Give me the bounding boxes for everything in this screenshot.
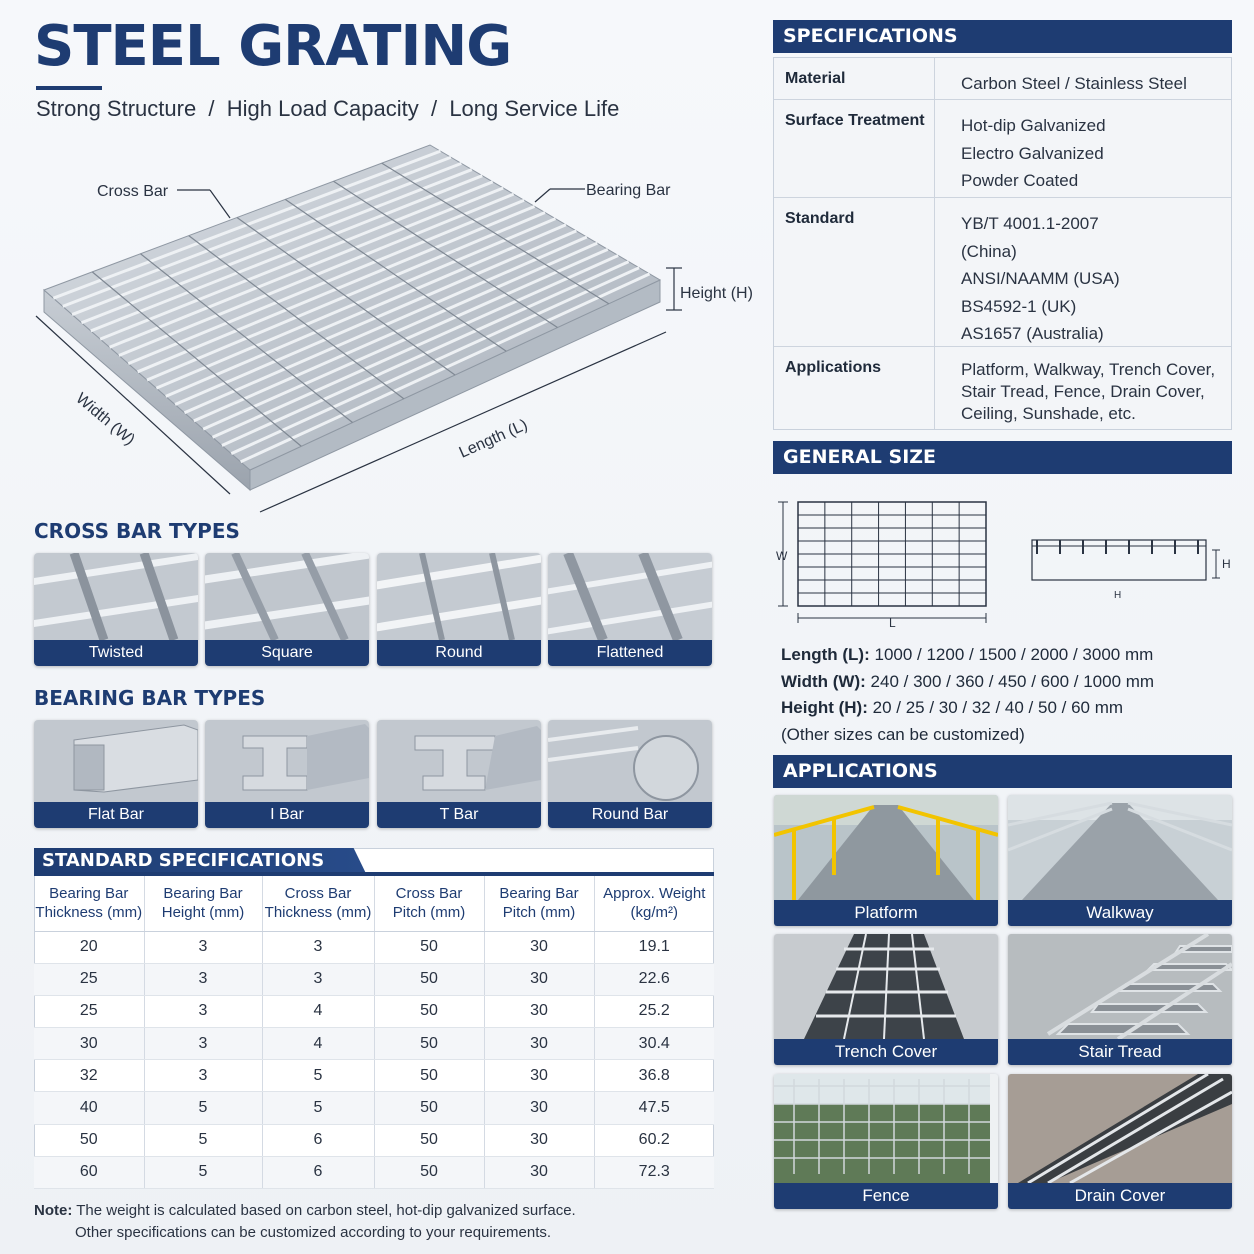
cross-bar-label: Round [377, 640, 541, 666]
cross-bar-round [377, 553, 541, 666]
cross-bar-label: Twisted [34, 640, 198, 666]
table-cell: 19.1 [594, 931, 714, 963]
callout-bearing-bar: Bearing Bar [586, 182, 671, 199]
table-cell: 30 [484, 1124, 594, 1156]
cross-bar-label: Flattened [548, 640, 712, 666]
table-cell: 3 [262, 963, 374, 995]
cross-bar-twisted [34, 553, 198, 666]
table-cell: 30 [484, 1156, 594, 1188]
size-custom-note: (Other sizes can be customized) [781, 724, 1025, 744]
table-cell: 60.2 [594, 1124, 714, 1156]
bearing-bar-flat [34, 720, 198, 828]
diagram-w-label: W [776, 549, 788, 563]
note-label: Note: [34, 1202, 73, 1219]
table-cell: 3 [144, 963, 262, 995]
table-cell: 25 [34, 995, 144, 1027]
walkway-photo [1008, 795, 1232, 900]
fence-photo [774, 1074, 998, 1183]
col-header: Bearing Bar Height (mm) [144, 876, 262, 931]
bearing-bar-label: Round Bar [548, 802, 712, 828]
app-label: Trench Cover [774, 1039, 998, 1065]
applications-banner: APPLICATIONS [773, 755, 1232, 788]
size-list [781, 642, 1154, 748]
table-cell: 30 [484, 995, 594, 1027]
size-width: Width (W): 240 / 300 / 360 / 450 / 600 / 1000 mm [781, 671, 1155, 691]
cross-bar-types-heading: CROSS BAR TYPES [34, 519, 240, 543]
spec-value: Hot-dip Galvanized Electro Galvanized Powder Coated [961, 116, 1106, 190]
callout-height: Height (H) [680, 285, 753, 302]
table-cell: 50 [374, 995, 484, 1027]
specifications-banner: SPECIFICATIONS [773, 20, 1232, 53]
spec-row-applications [774, 347, 1231, 430]
table-cell: 30 [484, 963, 594, 995]
col-header: Bearing Bar Pitch (mm) [484, 876, 594, 931]
spec-row-standard [774, 198, 1231, 347]
app-drain-cover [1008, 1074, 1232, 1209]
bearing-bar-t [377, 720, 541, 828]
table-cell: 47.5 [594, 1092, 714, 1124]
table-row [34, 1156, 714, 1188]
table-cell: 36.8 [594, 1060, 714, 1092]
table-cell: 20 [34, 931, 144, 963]
table-cell: 22.6 [594, 963, 714, 995]
app-trench-cover [774, 934, 998, 1065]
table-row [34, 1028, 714, 1060]
trench-cover-photo [774, 934, 998, 1039]
note-line-1: The weight is calculated based on carbon steel, hot-dip galvanized surface. [76, 1202, 576, 1219]
table-cell: 50 [374, 1124, 484, 1156]
spec-value: YB/T 4001.1-2007 (China) ANSI/NAAMM (USA) BS4592-1 (UK) AS1657 (Australia) [961, 214, 1120, 343]
table-row [34, 1060, 714, 1092]
app-label: Stair Tread [1008, 1039, 1232, 1065]
table-cell: 30.4 [594, 1028, 714, 1060]
table-cell: 25 [34, 963, 144, 995]
table-row [34, 1092, 714, 1124]
table-cell: 50 [374, 963, 484, 995]
app-walkway [1008, 795, 1232, 926]
diagram-h-label-lower: H [1114, 590, 1122, 601]
i-bar-image [205, 720, 369, 802]
t-bar-image [377, 720, 541, 802]
table-cell: 30 [484, 1092, 594, 1124]
standard-specs-table [34, 876, 714, 1189]
table-cell: 60 [34, 1156, 144, 1188]
round-bar-image [377, 553, 541, 640]
table-cell: 50 [374, 931, 484, 963]
bearing-bar-round [548, 720, 712, 828]
table-cell: 50 [34, 1124, 144, 1156]
note [34, 1200, 576, 1244]
grating-illustration [30, 140, 770, 520]
stair-tread-photo [1008, 934, 1232, 1039]
twisted-bar-image [34, 553, 198, 640]
table-cell: 50 [374, 1060, 484, 1092]
spec-value: Platform, Walkway, Trench Cover, Stair Tread, Fence, Drain Cover, Ceiling, Sunshade, etc. [961, 360, 1216, 423]
app-platform [774, 795, 998, 926]
table-cell: 30 [34, 1028, 144, 1060]
callout-width: Width (W) [72, 390, 138, 449]
callout-cross-bar: Cross Bar [97, 183, 169, 200]
table-row [34, 995, 714, 1027]
title-underline [36, 86, 102, 90]
diagram-l-label: L [889, 616, 896, 629]
callout-length: Length (L) [456, 416, 531, 462]
cross-bar-label: Square [205, 640, 369, 666]
square-bar-image [205, 553, 369, 640]
diagram-h-label: H [1222, 557, 1231, 571]
tagline: Strong Structure / High Load Capacity / Long Service Life [36, 96, 620, 121]
app-label: Fence [774, 1183, 998, 1209]
round-bar-image [548, 720, 712, 802]
table-cell: 30 [484, 931, 594, 963]
spec-row-surface [774, 100, 1231, 198]
general-size-banner: GENERAL SIZE [773, 441, 1232, 474]
table-cell: 50 [374, 1092, 484, 1124]
table-cell: 40 [34, 1092, 144, 1124]
table-cell: 6 [262, 1156, 374, 1188]
platform-photo [774, 795, 998, 900]
app-label: Walkway [1008, 900, 1232, 926]
app-label: Drain Cover [1008, 1183, 1232, 1209]
flat-bar-image [34, 720, 198, 802]
bearing-bar-label: T Bar [377, 802, 541, 828]
table-cell: 3 [144, 995, 262, 1027]
bearing-bar-label: Flat Bar [34, 802, 198, 828]
app-label: Platform [774, 900, 998, 926]
bearing-bar-types-heading: BEARING BAR TYPES [34, 686, 266, 710]
size-length: Length (L): 1000 / 1200 / 1500 / 2000 / 3000 mm [781, 645, 1154, 664]
table-cell: 3 [144, 931, 262, 963]
table-cell: 3 [144, 1060, 262, 1092]
cross-bar-square [205, 553, 369, 666]
page-title: STEEL GRATING [34, 14, 512, 79]
app-stair-tread [1008, 934, 1232, 1065]
bearing-bar-label: I Bar [205, 802, 369, 828]
table-cell: 25.2 [594, 995, 714, 1027]
table-cell: 72.3 [594, 1156, 714, 1188]
app-fence [774, 1074, 998, 1209]
table-cell: 5 [144, 1124, 262, 1156]
col-header: Bearing Bar Thickness (mm) [34, 876, 144, 931]
table-cell: 5 [262, 1092, 374, 1124]
spec-key: Standard [785, 210, 855, 227]
col-header: Approx. Weight (kg/m²) [594, 876, 714, 931]
spec-key: Applications [785, 359, 882, 376]
col-header: Cross Bar Pitch (mm) [374, 876, 484, 931]
table-cell: 5 [144, 1092, 262, 1124]
table-header-row [34, 876, 714, 931]
bearing-bar-i [205, 720, 369, 828]
standard-specs-heading: STANDARD SPECIFICATIONS [42, 850, 325, 871]
spec-key: Material [785, 70, 846, 87]
table-row [34, 931, 714, 963]
table-cell: 5 [262, 1060, 374, 1092]
table-cell: 32 [34, 1060, 144, 1092]
table-cell: 5 [144, 1156, 262, 1188]
table-cell: 30 [484, 1060, 594, 1092]
size-diagram [775, 494, 1235, 629]
table-cell: 3 [144, 1028, 262, 1060]
specifications-table [773, 57, 1232, 430]
table-cell: 30 [484, 1028, 594, 1060]
table-row [34, 963, 714, 995]
spec-value: Carbon Steel / Stainless Steel [961, 74, 1187, 93]
col-header: Cross Bar Thickness (mm) [262, 876, 374, 931]
spec-key: Surface Treatment [785, 112, 925, 129]
spec-row-material [774, 58, 1231, 100]
note-line-2: Other specifications can be customized according to your requirements. [75, 1224, 552, 1241]
table-cell: 3 [262, 931, 374, 963]
table-cell: 6 [262, 1124, 374, 1156]
flattened-bar-image [548, 553, 712, 640]
table-row [34, 1124, 714, 1156]
table-cell: 50 [374, 1156, 484, 1188]
cross-bar-flattened [548, 553, 712, 666]
size-height: Height (H): 20 / 25 / 30 / 32 / 40 / 50 / 60 mm [781, 698, 1124, 717]
table-cell: 50 [374, 1028, 484, 1060]
table-cell: 4 [262, 995, 374, 1027]
table-cell: 4 [262, 1028, 374, 1060]
drain-cover-photo [1008, 1074, 1232, 1183]
